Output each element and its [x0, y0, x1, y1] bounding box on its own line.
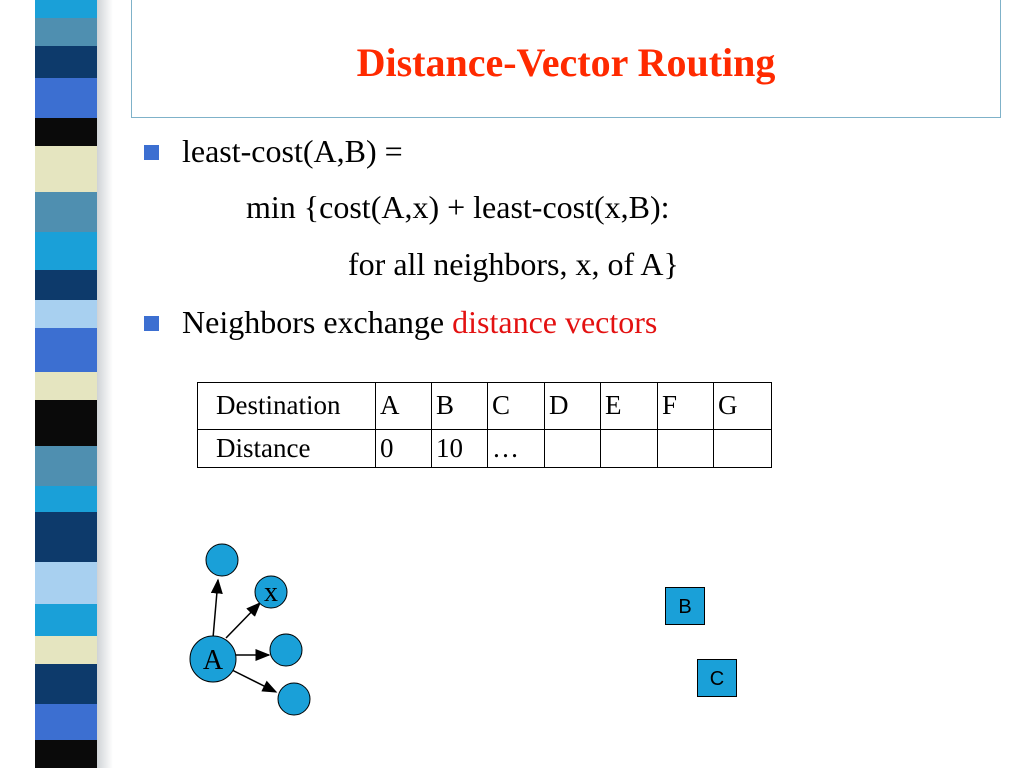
edge-a-to-top: [213, 580, 218, 638]
table-cell: B: [432, 383, 488, 430]
table-cell: A: [376, 383, 432, 430]
bullet-text-plain: Neighbors exchange: [182, 304, 453, 340]
bullet-text: least-cost(A,B) =: [182, 133, 403, 169]
formula-line-2: for all neighbors, x, of A}: [348, 246, 679, 282]
table-cell: Destination: [198, 383, 376, 430]
table-cell: 10: [432, 430, 488, 468]
stripe-shadow: [97, 0, 113, 768]
edge-a-to-x: [226, 603, 260, 638]
node-box-b: B: [665, 587, 705, 625]
table-cell: E: [601, 383, 658, 430]
neighbor-graph: [180, 535, 330, 725]
decorative-stripe-bar: [35, 0, 98, 768]
graph-node-a-label: A: [202, 645, 224, 676]
table-cell: C: [488, 383, 545, 430]
square-bullet-icon: [144, 145, 159, 160]
table-cell: 0: [376, 430, 432, 468]
table-cell: [601, 430, 658, 468]
bullet-text-highlight: distance vectors: [452, 304, 658, 340]
square-bullet-icon: [144, 316, 159, 331]
table-cell: …: [488, 430, 545, 468]
table-cell: [658, 430, 714, 468]
table-cell: Distance: [198, 430, 376, 468]
graph-node-top: [206, 544, 238, 576]
distance-vector-table: [197, 382, 772, 468]
formula-line-1: min {cost(A,x) + least-cost(x,B):: [246, 189, 670, 225]
table-cell: [714, 430, 772, 468]
bullet-text: [182, 303, 657, 341]
title-box: [131, 0, 1001, 118]
table-cell: D: [545, 383, 601, 430]
node-box-c: C: [697, 659, 737, 697]
table-cell: [545, 430, 601, 468]
table-cell: G: [714, 383, 772, 430]
graph-node-mid: [270, 634, 302, 666]
edge-a-to-bottom: [230, 669, 276, 692]
graph-node-bottom: [278, 683, 310, 715]
table-row: [198, 430, 772, 468]
slide-title: Distance-Vector Routing: [356, 40, 776, 85]
table-header-row: [198, 383, 772, 430]
graph-node-x-label: x: [264, 577, 278, 608]
table-cell: F: [658, 383, 714, 430]
